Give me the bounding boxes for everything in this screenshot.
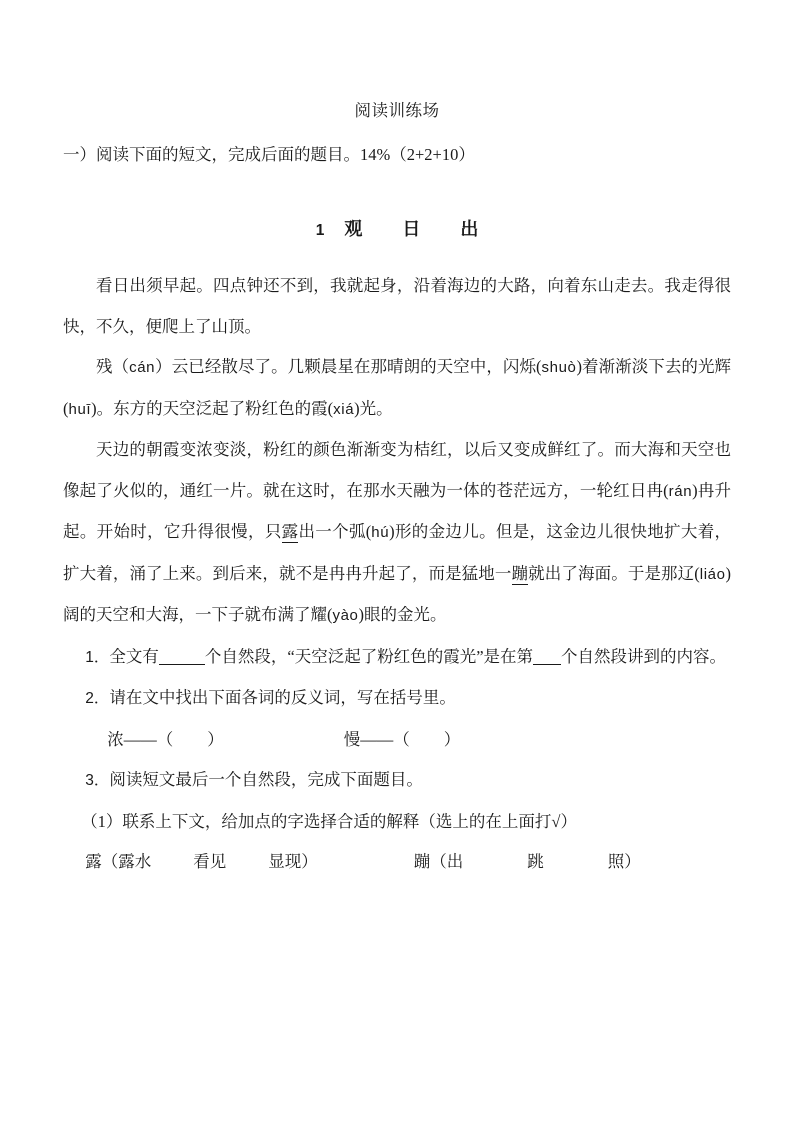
passage-title [63,214,731,246]
question-1-number: 1． [85,648,110,666]
antonym-dash-2: —— [360,729,394,749]
question-3-choices-row [63,842,731,883]
passage-number: 1 [315,222,325,239]
choice-option-2-2[interactable]: 跳 [527,852,544,871]
question-3-number: 3． [85,772,110,789]
choice-option-2-3[interactable]: 照 [607,852,625,871]
section-instruction: 一）阅读下面的短文，完成后面的题目。14%（2+2+10） [63,145,475,164]
question-1-blank-2[interactable] [533,664,561,665]
choice-paren-open-1: （ [101,852,119,871]
question-3-sub-text: 联系上下文，给加点的字选择合适的解释（选上的在上面打√） [122,811,577,831]
antonym-dash-1: —— [123,729,157,749]
question-2-prompt: 请在文中找出下面各词的反义词，写在括号里。 [109,688,456,707]
question-2 [63,678,731,720]
pinyin-annotation: cán [129,359,156,376]
choice-option-1-3[interactable]: 显现 [268,852,302,871]
question-3-sub-label: （1） [81,811,123,831]
pinyin-annotation: huī [68,400,92,418]
antonym-paren-close-1: ） [207,729,224,749]
page-title: 阅读训练场 [354,101,440,120]
emphasis-marked-char: 露 [281,522,299,541]
pinyin-annotation: shuò [541,359,577,376]
question-1-text-b: 个自然段，“天空泛起了粉红色的霞光”是在第 [204,646,534,666]
question-2-number: 2． [85,690,110,707]
choice-option-2-1[interactable]: 出 [446,852,464,871]
antonym-paren-close-2: ） [443,729,461,749]
pinyin-annotation: xiá [333,400,355,418]
question-2-answer-row [63,720,731,761]
choice-option-1-2[interactable]: 看见 [193,852,227,871]
pinyin-annotation: hú [371,524,390,541]
passage-title-char-2: 日 [402,219,421,239]
passage-title-char-3: 出 [460,219,479,239]
passage-paragraph-2: 残（cán）云已经散尽了。几颗晨星在那晴朗的天空中，闪烁(shuò)着渐渐淡下去的光辉(huī)。东方的天空泛起了粉红色的霞(xiá)光。 [63,357,732,418]
passage-paragraph-1: 看日出须早起。四点钟还不到，我就起身，沿着海边的大路，向着东山走去。我走得很快，不久，便爬上了山顶。 [63,276,731,336]
antonym-word-2: 慢 [343,729,361,749]
pinyin-annotation: yào [332,607,359,624]
choice-paren-close-1: ） [301,852,318,871]
question-3 [63,760,731,802]
question-3-sub-1 [63,802,731,843]
pinyin-annotation: liáo [699,565,726,583]
choice-paren-close-2: ） [624,852,641,871]
passage-title-char-1: 观 [344,219,363,239]
antonym-word-1: 浓 [107,729,124,749]
choice-char-2: 蹦 [413,852,431,871]
antonym-paren-open-1: （ [156,729,174,749]
passage-paragraph-3: 天边的朝霞变浓变淡，粉红的颜色渐渐变为桔红，以后又变成鲜红了。而大海和天空也像起了火似的，通红一片。就在这时，在那水天融为一体的苍茫远方，一轮红日冉(rán)冉升起。开始时，它升得很慢，只露出一个弧(hú)形的金边儿。但是，这金边儿很快地扩大着，扩大着，涌了上来。到后来，就不是冉冉升起了，而是猛地一蹦就出了海面。于是那辽(liáo)阔的天空和大海，一下子就布满了耀(yào)眼的金光。 [63,440,732,624]
emphasis-marked-char: 蹦 [511,563,529,583]
document-content [63,96,731,883]
choice-option-1-1[interactable]: 露水 [118,852,152,871]
question-1-text-c: 个自然段讲到的内容。 [561,646,727,666]
choice-char-1: 露 [85,852,102,871]
question-1-blank-1[interactable] [159,664,205,665]
choice-paren-open-2: （ [430,852,447,871]
question-1 [63,637,731,679]
question-1-text-a: 全文有 [109,646,159,666]
antonym-paren-open-2: （ [393,729,410,749]
pinyin-annotation: rán [668,482,693,500]
question-3-prompt: 阅读短文最后一个自然段，完成下面题目。 [109,770,423,789]
